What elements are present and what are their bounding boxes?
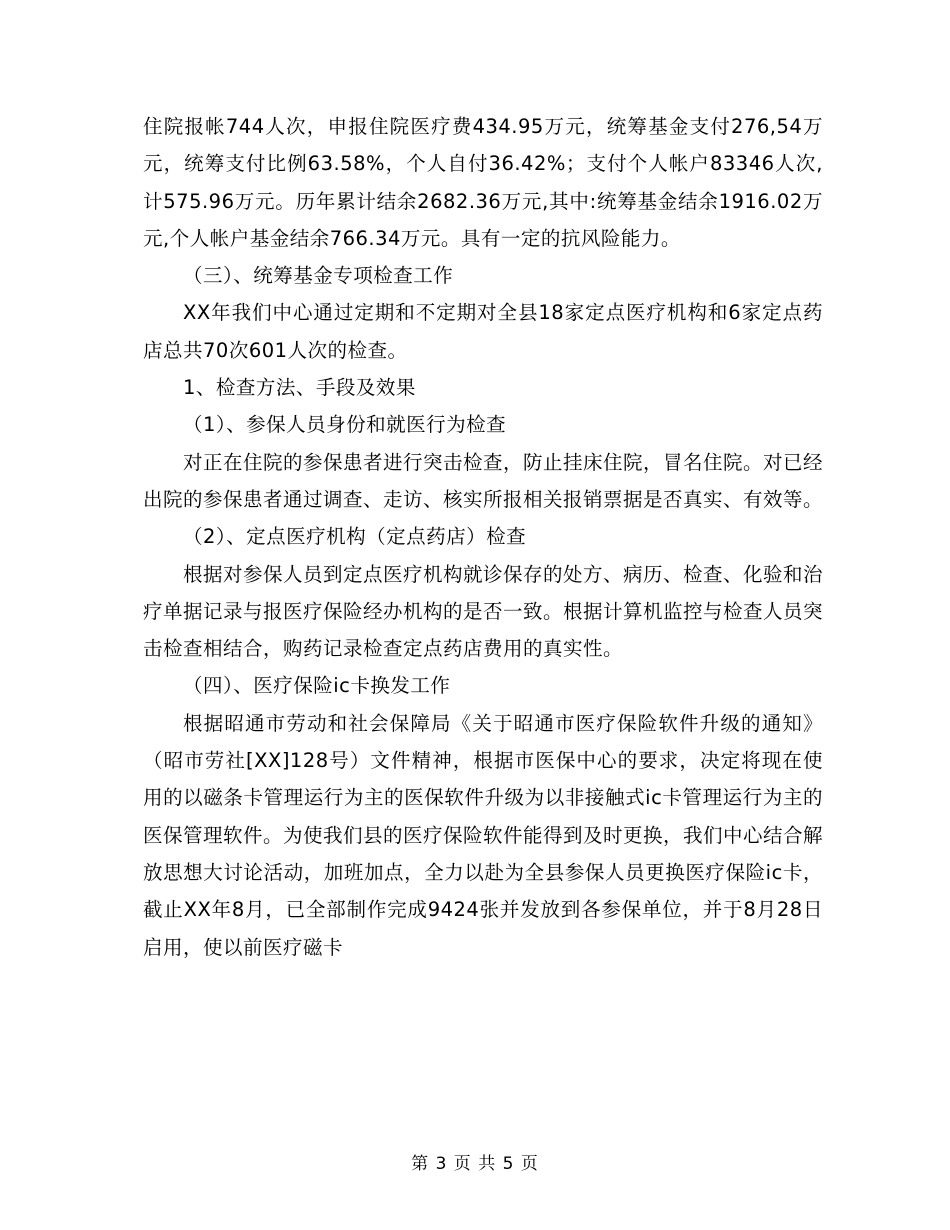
- paragraph-inspection-overview: XX年我们中心通过定期和不定期对全县18家定点医疗机构和6家定点药店总共70次601人次的检查。: [143, 301, 823, 362]
- paragraph-institution-check: 根据对参保人员到定点医疗机构就诊保存的处方、病历、检查、化验和治疗单据记录与报医疗保险经办机构的是否一致。根据计算机监控与检查人员突击检查相结合，购药记录检查定点药店费用的真实性。: [143, 562, 824, 661]
- document-body: [143, 108, 823, 966]
- paragraph-fund-summary: 住院报帐744人次，申报住院医疗费434.95万元，统筹基金支付276,54万元，统筹支付比例63.58%，个人自付36.42%；支付个人帐户83346人次,计575.96万元。历年累计结余2682.36万元,其中:统筹基金结余1916.02万元,个人帐户基金结余766.34万元。具有一定的抗风险能力。: [143, 115, 823, 250]
- section-heading-ic-card: （四）、医疗保险ic卡换发工作: [183, 674, 451, 698]
- paragraph-identity-check: 对正在住院的参保患者进行突击检查，防止挂床住院，冒名住院。对已经出院的参保患者通过调查、走访、核实所报相关报销票据是否真实、有效等。: [143, 450, 824, 511]
- page-footer: [0, 1149, 950, 1174]
- paragraph-ic-card: 根据昭通市劳动和社会保障局《关于昭通市医疗保险软件升级的通知》（昭市劳社[XX]128号）文件精神，根据市医保中心的要求，决定将现在使用的以磁条卡管理运行为主的医保软件升级为以非接触式ic卡管理运行为主的医保管理软件。为使我们县的医疗保险软件能得到及时更换，我们中心结合解放思想大讨论活动，加班加点，全力以赴为全县参保人员更换医疗保险ic卡，截止XX年8月，已全部制作完成9424张并发放到各参保单位，并于8月28日启用，使以前医疗磁卡: [143, 711, 824, 959]
- section-heading-special-inspection: （三）、统筹基金专项检查工作: [183, 264, 454, 288]
- page-number: 第 3 页 共 5 页: [411, 1154, 539, 1174]
- subheading-inspection-methods: 1、检查方法、手段及效果: [183, 376, 416, 400]
- subheading-identity-check: （1）、参保人员身份和就医行为检查: [183, 413, 507, 437]
- subheading-institution-check: （2）、定点医疗机构（定点药店）检查: [183, 525, 527, 549]
